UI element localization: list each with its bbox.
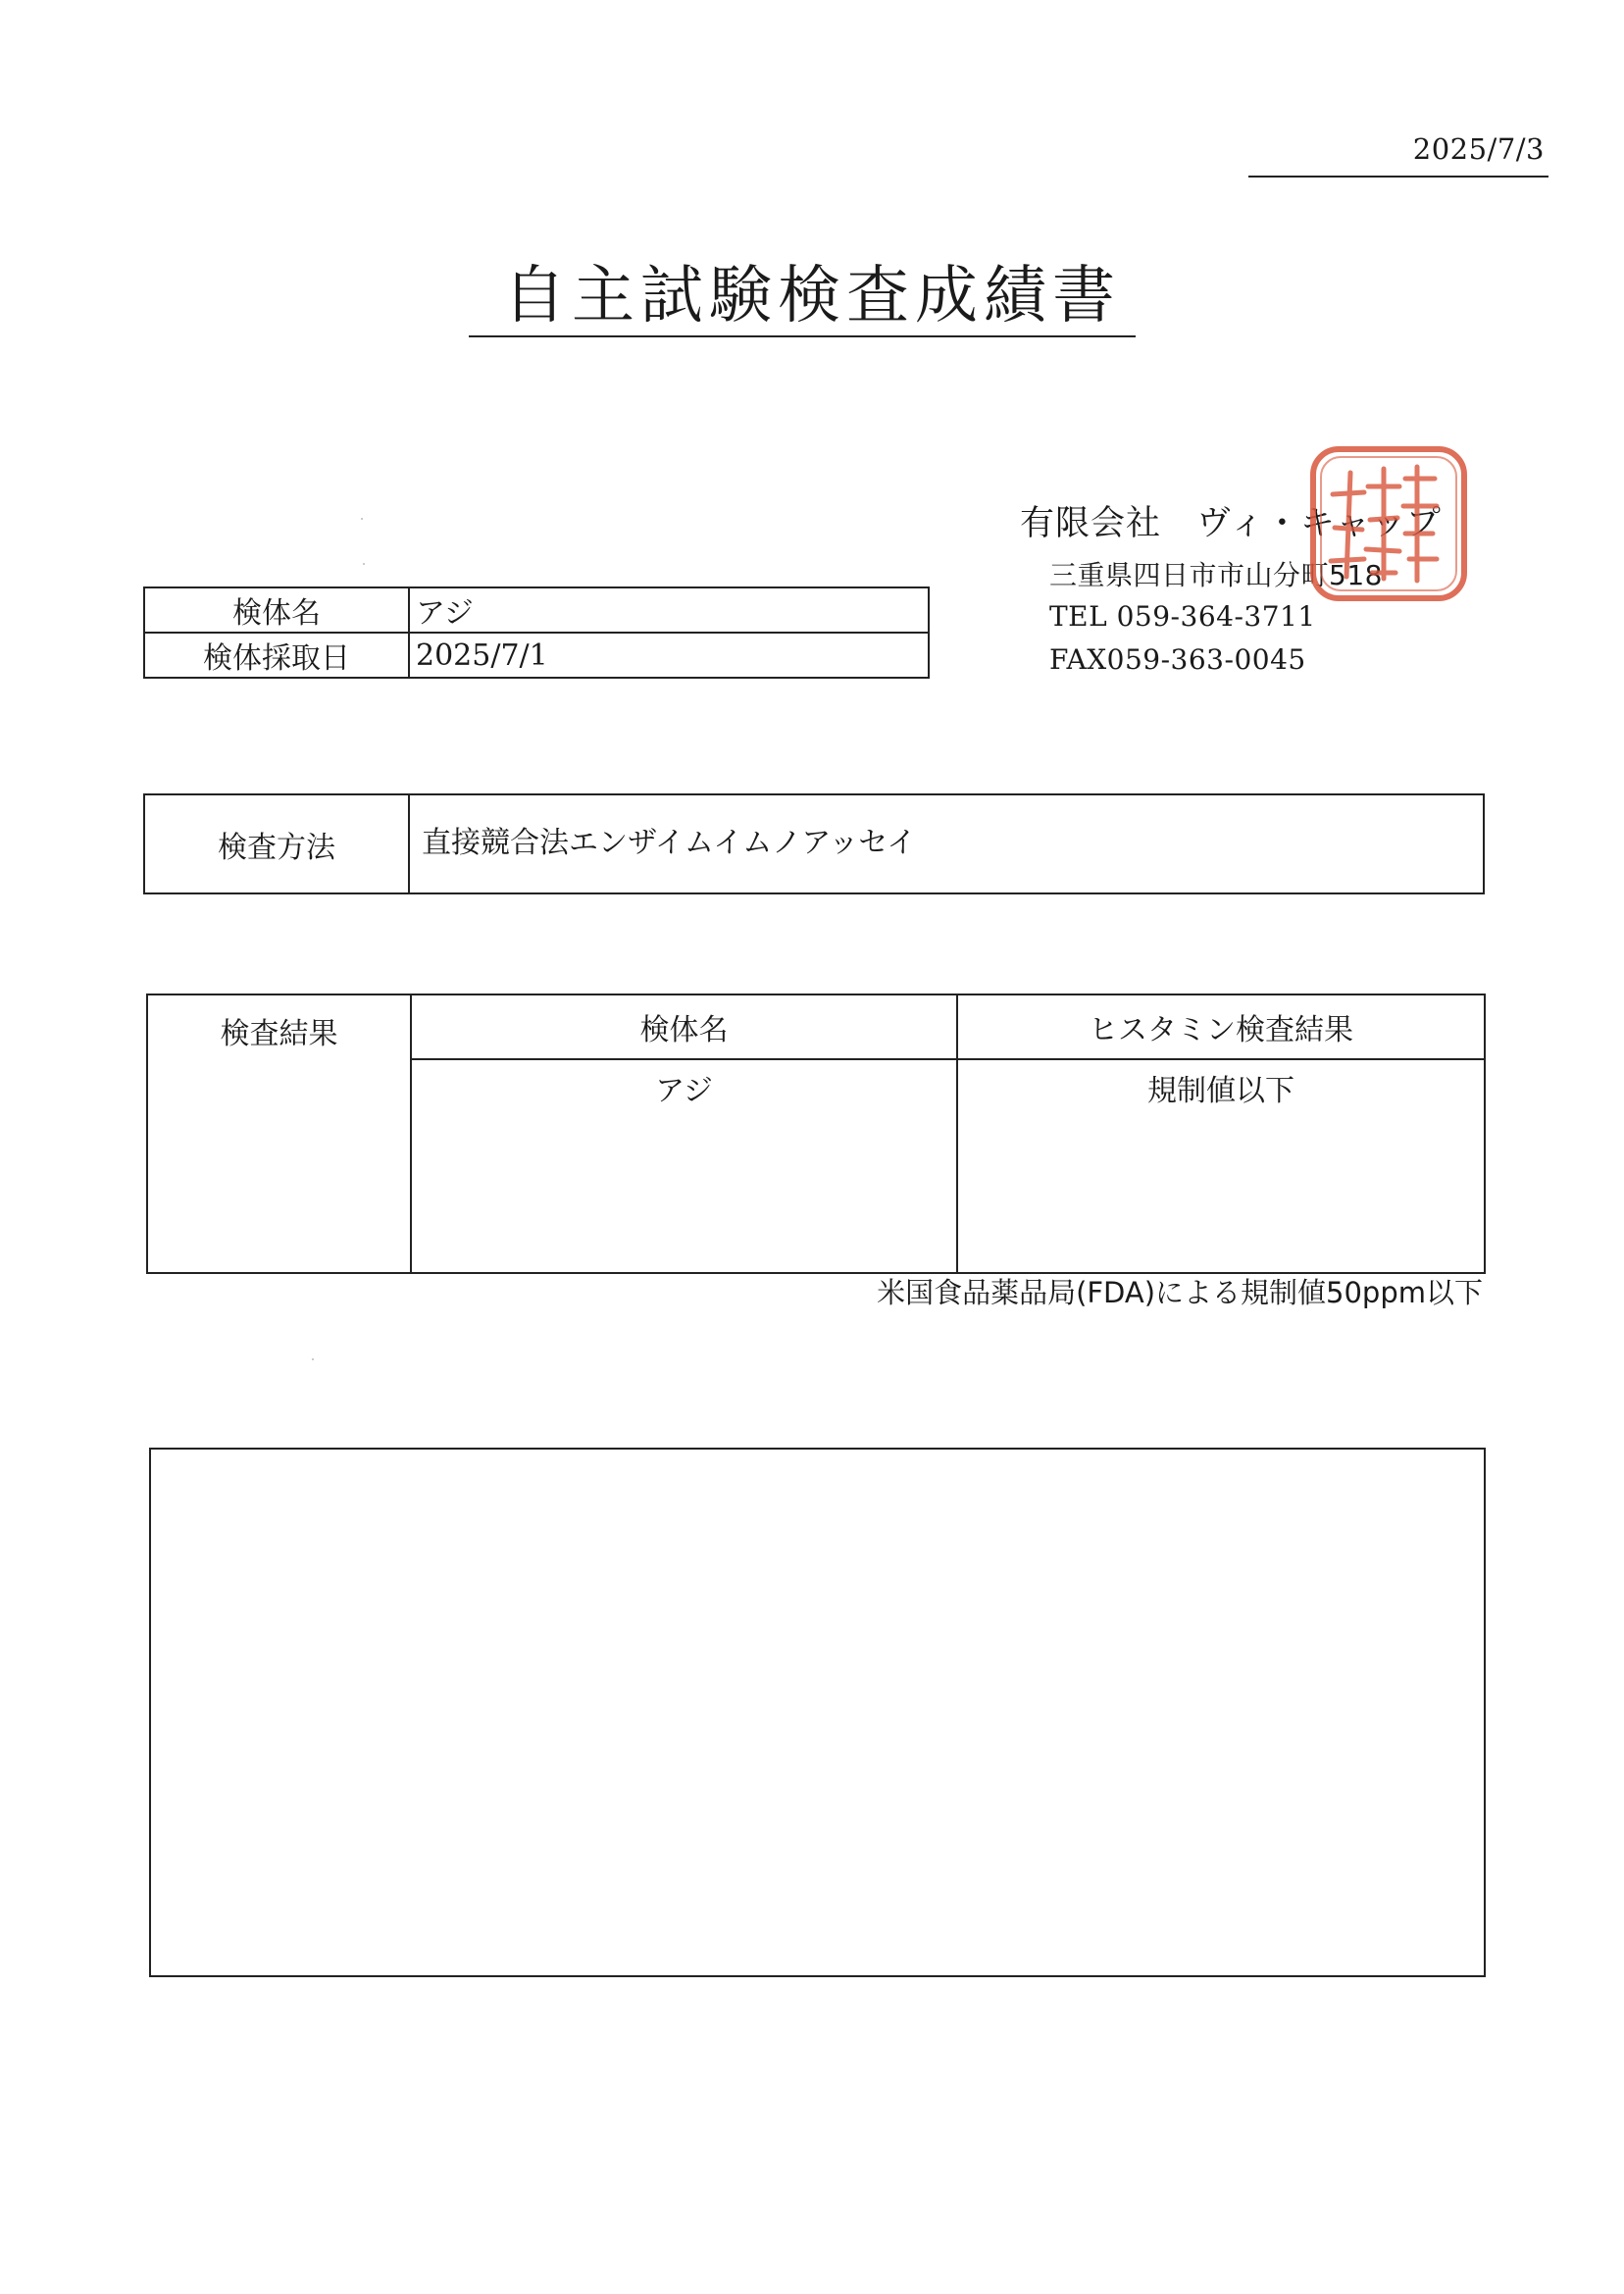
sample-date-value: 2025/7/1 (409, 633, 929, 678)
table-row (144, 794, 1484, 893)
company-seal-stamp (1307, 443, 1470, 604)
company-address: 三重県四日市市山分町518 (1049, 559, 1383, 591)
sample-name-value: アジ (409, 587, 929, 633)
results-label: 検査結果 (147, 994, 411, 1273)
method-label: 検査方法 (144, 794, 409, 893)
results-histamine-value: 規制値以下 (957, 1059, 1485, 1273)
title-underline (469, 335, 1136, 337)
remarks-box (149, 1448, 1486, 1977)
company-fax: FAX059-363-0045 (1049, 643, 1306, 676)
sample-info-table (143, 586, 930, 679)
results-col-histamine-header: ヒスタミン検査結果 (957, 994, 1485, 1059)
results-table (146, 994, 1486, 1274)
date-underline (1248, 176, 1548, 178)
document-title: 自主試験検査成績書 (503, 260, 1121, 332)
scan-speck (363, 563, 365, 565)
company-tel: TEL 059-364-3711 (1049, 600, 1316, 633)
method-value: 直接競合法エンザイムイムノアッセイ (409, 794, 1484, 893)
results-col-sample-header: 検体名 (411, 994, 957, 1059)
table-row (144, 587, 929, 633)
table-row (144, 633, 929, 678)
sample-date-label: 検体採取日 (144, 633, 409, 678)
method-table (143, 793, 1485, 894)
company-name: 有限会社 ヴィ・キャップ (1020, 504, 1442, 543)
sample-name-label: 検体名 (144, 587, 409, 633)
table-row (147, 994, 1485, 1059)
results-sample-value: アジ (411, 1059, 957, 1273)
fda-regulation-note: 米国食品薬品局(FDA)による規制値50ppm以下 (877, 1276, 1483, 1309)
scan-speck (361, 518, 363, 520)
scan-speck (312, 1358, 314, 1360)
issue-date: 2025/7/3 (1412, 132, 1545, 166)
